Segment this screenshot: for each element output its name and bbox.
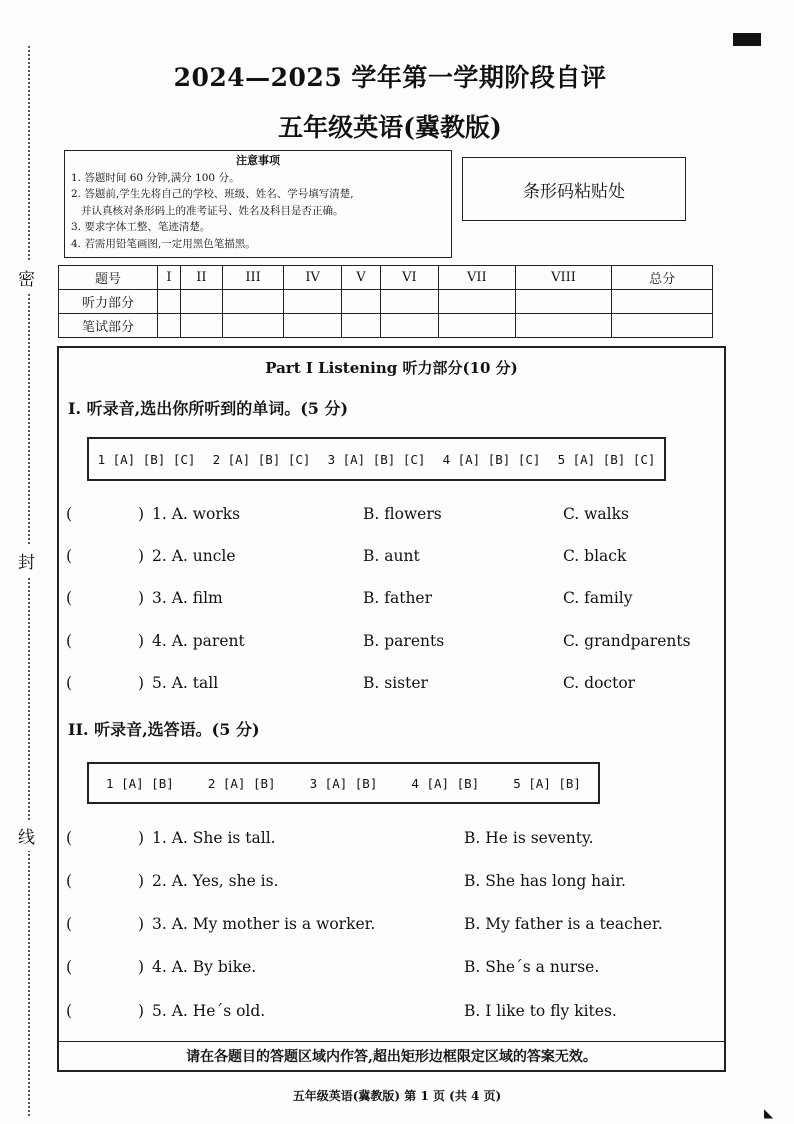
option-b: B. sister xyxy=(363,674,428,692)
score-cell[interactable] xyxy=(380,314,438,338)
question-row xyxy=(66,674,716,698)
answer-choice-group[interactable]: 4 [A] [B] [C] xyxy=(442,451,541,467)
answer-paren-open[interactable]: ( xyxy=(66,872,73,890)
answer-paren-close: ) xyxy=(138,1002,145,1020)
score-cell[interactable] xyxy=(380,290,438,314)
answer-paren-close: ) xyxy=(138,505,145,523)
answer-paren-open[interactable]: ( xyxy=(66,589,73,607)
answer-paren-close: ) xyxy=(138,915,145,933)
question-row xyxy=(66,958,716,982)
page-subtitle: 五年级英语(冀教版) xyxy=(278,113,502,142)
score-cell[interactable] xyxy=(222,314,283,338)
score-row-label: 笔试部分 xyxy=(59,314,158,338)
score-cell[interactable] xyxy=(515,290,611,314)
score-cell[interactable] xyxy=(612,290,713,314)
option-b: B. She has long hair. xyxy=(464,872,626,890)
option-a: 5. A. He´s old. xyxy=(152,1002,266,1020)
option-a: 2. A. uncle xyxy=(152,547,236,565)
question-row xyxy=(66,547,716,571)
notes-item: 1. 答题时间 60 分钟,满分 100 分。 xyxy=(71,171,240,184)
answer-choice-group[interactable]: 5 [A] [B] [C] xyxy=(557,451,656,467)
option-b: B. He is seventy. xyxy=(464,829,594,847)
barcode-area: 条形码粘贴处 xyxy=(462,157,686,221)
question-row xyxy=(66,872,716,896)
score-col-header: V xyxy=(342,266,381,290)
option-a: 2. A. Yes, she is. xyxy=(152,872,279,890)
option-b: B. She´s a nurse. xyxy=(464,958,600,976)
answer-paren-close: ) xyxy=(138,547,145,565)
score-table xyxy=(58,265,713,338)
answer-paren-open[interactable]: ( xyxy=(66,1002,73,1020)
answer-paren-open[interactable]: ( xyxy=(66,915,73,933)
answer-paren-open[interactable]: ( xyxy=(66,958,73,976)
answer-choice-group[interactable]: 1 [A] [B] [C] xyxy=(97,451,196,467)
question-row xyxy=(66,1002,716,1026)
option-c: C. walks xyxy=(563,505,629,523)
section2-title: II. 听录音,选答语。(5 分) xyxy=(68,720,260,739)
option-b: B. My father is a teacher. xyxy=(464,915,663,933)
answer-choice-group[interactable]: 5 [A] [B] xyxy=(513,775,581,791)
score-cell[interactable] xyxy=(438,290,515,314)
answer-paren-close: ) xyxy=(138,829,145,847)
answer-paren-close: ) xyxy=(138,589,145,607)
score-col-header: II xyxy=(180,266,222,290)
option-b: B. father xyxy=(363,589,433,607)
score-col-header: VI xyxy=(380,266,438,290)
notes-item: 4. 若需用铅笔画图,一定用黑色笔描黑。 xyxy=(71,237,256,250)
score-cell[interactable] xyxy=(222,290,283,314)
option-c: C. black xyxy=(563,547,627,565)
score-cell[interactable] xyxy=(612,314,713,338)
answer-choice-group[interactable]: 1 [A] [B] xyxy=(106,775,174,791)
corner-arrow-icon: ◣ xyxy=(764,1106,774,1120)
score-col-header: III xyxy=(222,266,283,290)
option-a: 5. A. tall xyxy=(152,674,219,692)
option-a: 1. A. She is tall. xyxy=(152,829,276,847)
score-cell[interactable] xyxy=(180,314,222,338)
answer-choice-group[interactable]: 3 [A] [B] [C] xyxy=(327,451,426,467)
option-c: C. doctor xyxy=(563,674,636,692)
answer-area-notice: 请在各题目的答题区域内作答,超出矩形边框限定区域的答案无效。 xyxy=(59,1041,724,1070)
score-cell[interactable] xyxy=(180,290,222,314)
answer-paren-open[interactable]: ( xyxy=(66,674,73,692)
binding-label-feng: 封 xyxy=(18,545,35,576)
notes-item: 并认真核对条形码上的准考证号、姓名及科目是否正确。 xyxy=(71,204,344,217)
page-footer: 五年级英语(冀教版) 第 1 页 (共 4 页) xyxy=(292,1089,502,1103)
score-cell[interactable] xyxy=(284,314,342,338)
answer-choice-group[interactable]: 4 [A] [B] xyxy=(411,775,480,791)
option-c: C. grandparents xyxy=(563,632,691,650)
page-title: 2024—2025 学年第一学期阶段自评 xyxy=(173,63,607,92)
notes-title: 注意事项 xyxy=(236,154,280,167)
answer-paren-open[interactable]: ( xyxy=(66,632,73,650)
question-row xyxy=(66,505,716,529)
score-cell[interactable] xyxy=(342,290,381,314)
corner-alignment-mark xyxy=(733,33,761,46)
section1-answer-box xyxy=(87,437,666,481)
score-cell[interactable] xyxy=(284,290,342,314)
answer-paren-close: ) xyxy=(138,958,145,976)
answer-paren-open[interactable]: ( xyxy=(66,547,73,565)
option-a: 3. A. film xyxy=(152,589,223,607)
binding-dotted-line xyxy=(28,46,30,1116)
part1-title: Part I Listening 听力部分(10 分) xyxy=(265,359,518,377)
notes-item: 2. 答题前,学生先将自己的学校、班级、姓名、学号填写清楚, xyxy=(71,188,354,200)
answer-paren-open[interactable]: ( xyxy=(66,505,73,523)
score-header-label: 题号 xyxy=(59,266,158,290)
question-row xyxy=(66,589,716,613)
score-col-header: 总分 xyxy=(612,266,713,290)
answer-paren-close: ) xyxy=(138,872,145,890)
section2-answer-box xyxy=(87,762,600,804)
score-col-header: VIII xyxy=(515,266,611,290)
option-a: 1. A. works xyxy=(152,505,241,523)
score-cell[interactable] xyxy=(515,314,611,338)
score-row-label: 听力部分 xyxy=(59,290,158,314)
binding-label-xian: 线 xyxy=(18,820,35,851)
option-a: 3. A. My mother is a worker. xyxy=(152,915,376,933)
score-cell[interactable] xyxy=(438,314,515,338)
answer-paren-close: ) xyxy=(138,674,145,692)
score-col-header: VII xyxy=(438,266,515,290)
option-a: 4. A. parent xyxy=(152,632,245,650)
answer-paren-open[interactable]: ( xyxy=(66,829,73,847)
question-row xyxy=(66,915,716,939)
option-a: 4. A. By bike. xyxy=(152,958,257,976)
question-row xyxy=(66,829,716,853)
score-col-header: IV xyxy=(284,266,342,290)
score-cell[interactable] xyxy=(158,290,181,314)
option-b: B. flowers xyxy=(363,505,442,523)
question-row xyxy=(66,632,716,656)
answer-choice-group[interactable]: 2 [A] [B] [C] xyxy=(212,451,311,467)
score-cell[interactable] xyxy=(342,314,381,338)
answer-choice-group[interactable]: 2 [A] [B] xyxy=(207,775,276,791)
notes-item: 3. 要求字体工整、笔迹清楚。 xyxy=(71,221,211,233)
option-b: B. I like to fly kites. xyxy=(464,1002,617,1020)
answer-choice-group[interactable]: 3 [A] [B] xyxy=(309,775,378,791)
score-col-header: I xyxy=(158,266,181,290)
option-b: B. aunt xyxy=(363,547,420,565)
binding-label-mi: 密 xyxy=(18,262,35,293)
notes-box xyxy=(64,150,452,258)
score-cell[interactable] xyxy=(158,314,181,338)
option-b: B. parents xyxy=(363,632,445,650)
answer-paren-close: ) xyxy=(138,632,145,650)
option-c: C. family xyxy=(563,589,633,607)
section1-title: I. 听录音,选出你所听到的单词。(5 分) xyxy=(68,399,349,418)
